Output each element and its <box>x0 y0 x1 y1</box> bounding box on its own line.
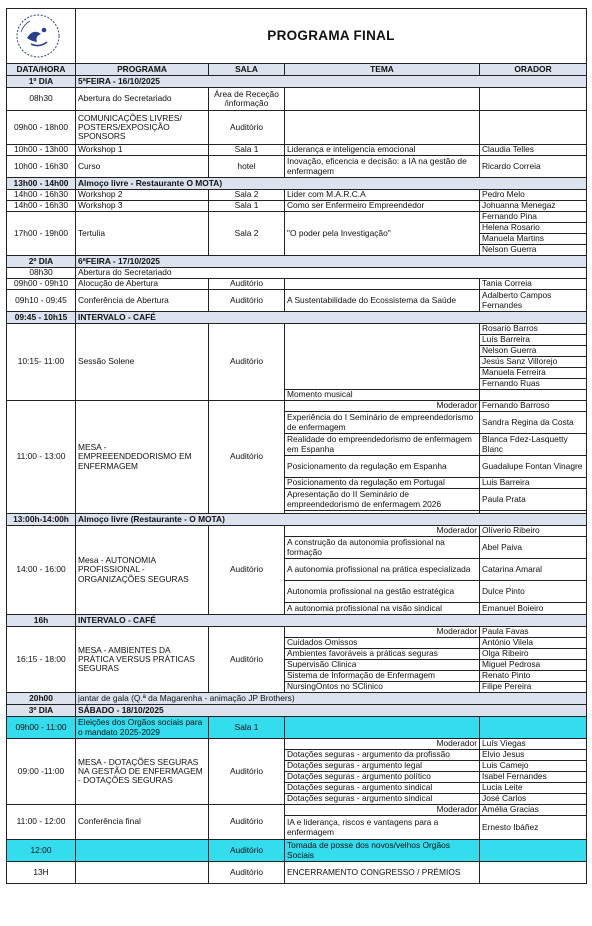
speaker-cell: Catarina Amaral <box>480 559 587 581</box>
speaker-cell: Elvio Jesus <box>480 750 587 761</box>
theme-cell: Liderança e inteligencia emocional <box>285 145 480 156</box>
room-cell: Auditório <box>209 739 285 805</box>
time-cell: 13H <box>7 862 76 884</box>
theme-cell <box>285 279 480 290</box>
theme-cell: IA e liderança, riscos e vantagens para a enfermagem <box>285 816 480 840</box>
time-cell: 09h00 - 09h10 <box>7 279 76 290</box>
moderator-label: Moderador <box>285 805 480 816</box>
theme-cell <box>285 324 480 390</box>
theme-cell: Dotações seguras - argumento político <box>285 772 480 783</box>
time-cell: 09h10 - 09:45 <box>7 290 76 312</box>
speaker-cell: Luís Barreira <box>480 335 587 346</box>
logo-cell <box>7 9 76 64</box>
speaker-cell: Nelson Guerra <box>480 245 587 256</box>
program-cell: Conferência final <box>76 805 209 840</box>
theme-cell: "O poder pela Investigação" <box>285 212 480 256</box>
speaker-cell: José Carlos <box>480 794 587 805</box>
speaker-cell: Emanuel Boieiro <box>480 603 587 615</box>
room-cell: hotel <box>209 156 285 178</box>
theme-cell <box>285 717 480 739</box>
speaker-cell <box>480 840 587 862</box>
col-program: PROGRAMA <box>76 64 209 76</box>
moderator-label: Moderador <box>285 526 480 537</box>
moderator-name: Paula Favas <box>480 627 587 638</box>
time-cell: 11:00 - 12:00 <box>7 805 76 840</box>
room-cell: Auditório <box>209 805 285 840</box>
program-document <box>6 8 586 884</box>
speaker-cell: Miguel Pedrosa <box>480 660 587 671</box>
day-label: 3º DIA <box>7 705 76 717</box>
table-row <box>7 739 587 750</box>
room-cell: Auditório <box>209 279 285 290</box>
speaker-cell: Paula Prata <box>480 489 587 511</box>
time-cell: 12:00 <box>7 840 76 862</box>
theme-cell: Apresentação do II Seminário de empreendedorismo de enfermagem 2026 <box>285 489 480 511</box>
theme-cell: Momento musical <box>285 390 480 401</box>
program-cell: COMUNICAÇÕES LIVRES/ POSTERS/EXPOSIÇÃO SPONSORS <box>76 111 209 145</box>
time-cell: 13:00h-14:00h <box>7 514 76 526</box>
table-row <box>7 156 587 178</box>
speaker-cell: Luis Camejo <box>480 761 587 772</box>
table-row <box>7 212 587 223</box>
theme-cell: Tomada de posse dos novos/velhos Orgãos Sociais <box>285 840 480 862</box>
room-cell: Sala 1 <box>209 717 285 739</box>
col-theme: TEMA <box>285 64 480 76</box>
speaker-cell <box>480 717 587 739</box>
time-cell: 09:45 - 10h15 <box>7 312 76 324</box>
speaker-cell: Claudia Telles <box>480 145 587 156</box>
time-cell: 16h <box>7 615 76 627</box>
page-title: PROGRAMA FINAL <box>76 9 587 64</box>
break-label: INTERVALO - CAFÉ <box>76 312 587 324</box>
program-cell: MESA - AMBIENTES DA PRÁTICA VERSUS PRÁTICAS SEGURAS <box>76 627 209 693</box>
speaker-cell <box>480 390 587 401</box>
table-row <box>7 111 587 145</box>
time-cell: 13h00 - 14h00 <box>7 178 76 190</box>
theme-cell: A autonomia profissional na prática especializada <box>285 559 480 581</box>
time-cell: 20h00 <box>7 693 76 705</box>
day-header <box>7 76 587 88</box>
program-cell: Conferência de Abertura <box>76 290 209 312</box>
room-cell: Auditório <box>209 290 285 312</box>
lunch-row <box>7 178 587 190</box>
theme-cell: Experiência do I Seminário de empreendedorismo de enfermagem <box>285 412 480 434</box>
moderator-name: Olíverio Ribeiro <box>480 526 587 537</box>
program-cell: Mesa - AUTONOMIA PROFISSIONAL - ORGANIZAÇÕES SEGURAS <box>76 526 209 615</box>
time-cell: 16:15 - 18:00 <box>7 627 76 693</box>
table-row <box>7 268 587 279</box>
table-row <box>7 717 587 739</box>
time-cell: 08h30 <box>7 268 76 279</box>
room-cell: Sala 1 <box>209 201 285 212</box>
theme-cell: Supervisão Clinica <box>285 660 480 671</box>
speaker-cell: Abel Paiva <box>480 537 587 559</box>
program-cell: Sessão Solene <box>76 324 209 401</box>
time-cell: 14:00 - 16:00 <box>7 526 76 615</box>
lunch-row <box>7 514 587 526</box>
speaker-cell: Ernesto Ibáñez <box>480 816 587 840</box>
room-cell: Auditório <box>209 526 285 615</box>
theme-cell: A Sustentabilidade do Ecossistema da Saúde <box>285 290 480 312</box>
theme-cell: A autonomia profissional na visão sindical <box>285 603 480 615</box>
col-datetime: DATA/HORA <box>7 64 76 76</box>
table-row <box>7 145 587 156</box>
time-cell: 10:15- 11:00 <box>7 324 76 401</box>
theme-cell: Lider com M.A.R.C.A <box>285 190 480 201</box>
lunch-label: Almoço livre - Restaurante O MOTA) <box>76 178 587 190</box>
moderator-label: Moderador <box>285 627 480 638</box>
time-cell: 08h30 <box>7 88 76 111</box>
room-cell: Área de Receção /informação <box>209 88 285 111</box>
table-row <box>7 290 587 312</box>
table-row <box>7 201 587 212</box>
speaker-cell <box>480 88 587 111</box>
time-cell: 14h00 - 16h30 <box>7 201 76 212</box>
gala-label: jantar de gala (Q.ª da Magarenha - animação JP Brothers) <box>76 693 587 705</box>
theme-cell: Dotações seguras - argumento da profissão <box>285 750 480 761</box>
room-cell: Auditório <box>209 324 285 401</box>
theme-cell: Sistema de Informação de Enfermagem <box>285 671 480 682</box>
speaker-cell: Filipe Pereira <box>480 682 587 693</box>
day-date: SÁBADO - 18/10/2025 <box>76 705 587 717</box>
lunch-label: Almoço livre (Restaurante - O MOTA) <box>76 514 587 526</box>
program-cell: Workshop 2 <box>76 190 209 201</box>
program-cell: Curso <box>76 156 209 178</box>
program-cell: Workshop 1 <box>76 145 209 156</box>
room-cell: Sala 1 <box>209 145 285 156</box>
table-row <box>7 279 587 290</box>
day-label: 2º DIA <box>7 256 76 268</box>
moderator-name: Amélia Gracias <box>480 805 587 816</box>
table-row <box>7 190 587 201</box>
room-cell: Sala 2 <box>209 190 285 201</box>
day-label: 1º DIA <box>7 76 76 88</box>
time-cell: 14h00 - 16h30 <box>7 190 76 201</box>
speaker-cell: Manuela Martins <box>480 234 587 245</box>
theme-cell: Dotações seguras - argumento sindical <box>285 783 480 794</box>
theme-cell <box>285 111 480 145</box>
day-date: 5ªFEIRA - 16/10/2025 <box>76 76 587 88</box>
moderator-label: Moderador <box>285 401 480 412</box>
speaker-cell <box>480 862 587 884</box>
moderator-name: Luís Viegas <box>480 739 587 750</box>
theme-cell: Posicionamento da regulação em Espanha <box>285 456 480 478</box>
program-cell <box>76 862 209 884</box>
program-cell: Abertura do Secretariado <box>76 88 209 111</box>
day-header <box>7 705 587 717</box>
speaker-cell: Fernando Pina <box>480 212 587 223</box>
theme-cell: Dotações seguras - argumento legal <box>285 761 480 772</box>
table-row <box>7 840 587 862</box>
time-cell: 11:00 - 13:00 <box>7 401 76 514</box>
day-header <box>7 256 587 268</box>
title-row <box>7 9 587 64</box>
theme-cell: Ambientes favoráveis a práticas seguras <box>285 649 480 660</box>
speaker-cell: Luis Barreira <box>480 478 587 489</box>
col-room: SALA <box>209 64 285 76</box>
theme-cell: ENCERRAMENTO CONGRESSO / PRÉMIOS <box>285 862 480 884</box>
program-table <box>6 8 587 884</box>
speaker-cell: Renato Pinto <box>480 671 587 682</box>
theme-cell: NursingOntos no SClinico <box>285 682 480 693</box>
time-cell: 09:00 -11:00 <box>7 739 76 805</box>
speaker-cell: Guadalupe Fontan Vinagre <box>480 456 587 478</box>
theme-cell: Inovação, eficencia e decisão: a IA na gestão de enfermagem <box>285 156 480 178</box>
table-row <box>7 627 587 638</box>
speaker-cell: Sandra Regina da Costa <box>480 412 587 434</box>
time-cell: 17h00 - 19h00 <box>7 212 76 256</box>
speaker-cell: Tania Correia <box>480 279 587 290</box>
moderator-name: Fernando Barroso <box>480 401 587 412</box>
speaker-cell: Pedro Melo <box>480 190 587 201</box>
speaker-cell: Rosario Barros <box>480 324 587 335</box>
table-row <box>7 526 587 537</box>
program-cell: Eleições dos Orgãos sociais para o mandato 2025-2029 <box>76 717 209 739</box>
theme-cell: Dotações seguras - argumento sindical <box>285 794 480 805</box>
speaker-cell: António Vilela <box>480 638 587 649</box>
time-cell: 10h00 - 16h30 <box>7 156 76 178</box>
table-row <box>7 401 587 412</box>
break-row <box>7 312 587 324</box>
speaker-cell: Ricardo Correia <box>480 156 587 178</box>
col-speaker: ORADOR <box>480 64 587 76</box>
room-cell: Auditório <box>209 862 285 884</box>
program-cell <box>76 840 209 862</box>
theme-cell: A construção da autonomia profissional na formação <box>285 537 480 559</box>
theme-cell: Posicionamento da regulação em Portugal <box>285 478 480 489</box>
theme-cell: Autonomia profissional na gestão estratégica <box>285 581 480 603</box>
table-row <box>7 88 587 111</box>
break-row <box>7 615 587 627</box>
speaker-cell <box>480 111 587 145</box>
speaker-cell: Olga Ribeiro <box>480 649 587 660</box>
program-cell: MESA - EMPREEENDEDORISMO EM ENFERMAGEM <box>76 401 209 514</box>
speaker-cell: Blanca Fdez-Lasquetty Blanc <box>480 434 587 456</box>
program-cell: Alocução de Abertura <box>76 279 209 290</box>
time-cell: 09h00 - 11:00 <box>7 717 76 739</box>
speaker-cell: Lucia Leite <box>480 783 587 794</box>
room-cell: Auditório <box>209 840 285 862</box>
break-label: INTERVALO - CAFÉ <box>76 615 587 627</box>
table-row <box>7 862 587 884</box>
speaker-cell: Fernando Ruas <box>480 379 587 390</box>
speaker-cell: Manuela Ferreira <box>480 368 587 379</box>
room-cell: Auditório <box>209 111 285 145</box>
speaker-cell: Isabel Fernandes <box>480 772 587 783</box>
theme-cell: Como ser Enfermeiro Empreendedor <box>285 201 480 212</box>
gala-row <box>7 693 587 705</box>
program-cell: Tertulia <box>76 212 209 256</box>
program-cell: Abertura do Secretariado <box>76 268 587 279</box>
congress-logo <box>7 10 69 62</box>
room-cell: Auditório <box>209 401 285 514</box>
table-row <box>7 324 587 335</box>
theme-cell: Realidade do empreendedorismo de enfermagem em Espanha <box>285 434 480 456</box>
speaker-cell: Dulce Pinto <box>480 581 587 603</box>
column-header-row <box>7 64 587 76</box>
speaker-cell: Nelson Guerra <box>480 346 587 357</box>
moderator-label: Moderador <box>285 739 480 750</box>
theme-cell: Cuidados Omissos <box>285 638 480 649</box>
program-cell: Workshop 3 <box>76 201 209 212</box>
time-cell: 09h00 - 18h00 <box>7 111 76 145</box>
time-cell: 10h00 - 13h00 <box>7 145 76 156</box>
speaker-cell: Johuanna Menegaz <box>480 201 587 212</box>
program-cell: MESA - DOTAÇÕES SEGURAS NA GESTÃO DE ENFERMAGEM - DOTAÇÕES SEGURAS <box>76 739 209 805</box>
room-cell: Sala 2 <box>209 212 285 256</box>
speaker-cell: Jesús Sanz Villorejo <box>480 357 587 368</box>
table-row <box>7 805 587 816</box>
theme-cell <box>285 88 480 111</box>
day-date: 6ªFEIRA - 17/10/2025 <box>76 256 587 268</box>
room-cell: Auditório <box>209 627 285 693</box>
speaker-cell: Helena Rosario <box>480 223 587 234</box>
speaker-cell: Adalberto Campos Fernandes <box>480 290 587 312</box>
